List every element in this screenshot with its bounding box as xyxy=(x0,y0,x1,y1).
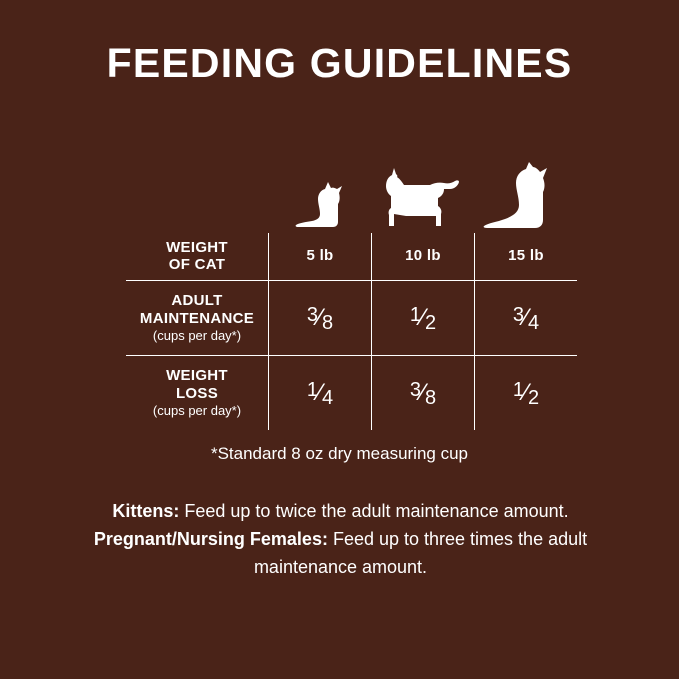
feeding-notes xyxy=(88,498,593,582)
row-label-line1: WEIGHT xyxy=(166,367,228,385)
header-weight-of-cat xyxy=(126,233,269,281)
fraction-slash: ⁄ xyxy=(420,379,425,406)
measuring-cup-footnote: *Standard 8 oz dry measuring cup xyxy=(210,444,469,463)
header-weight-line2: OF CAT xyxy=(168,255,226,273)
kittens-text: Feed up to twice the adult maintenance amount. xyxy=(179,501,569,521)
page-title: FEEDING GUIDELINES xyxy=(106,40,573,86)
table-header-row xyxy=(126,233,577,281)
cell-adult-5lb xyxy=(269,281,372,356)
row-label-adult-maintenance xyxy=(126,281,269,356)
fraction-denominator: 2 xyxy=(528,387,540,409)
fraction-slash: ⁄ xyxy=(523,304,528,331)
cell-weightloss-5lb xyxy=(269,356,372,431)
cat-silhouettes xyxy=(264,160,574,228)
cell-weightloss-15lb xyxy=(475,356,578,431)
fraction-denominator: 8 xyxy=(322,312,334,334)
feeding-table-wrapper xyxy=(126,233,566,430)
fraction-value xyxy=(512,379,540,409)
pregnant-text: Feed up to three times the adult maintenance amount. xyxy=(253,528,588,577)
cat-large-silhouette xyxy=(478,162,568,228)
fraction-slash: ⁄ xyxy=(420,304,425,331)
fraction-denominator: 4 xyxy=(528,312,540,334)
header-weight-15lb: 15 lb xyxy=(475,233,578,281)
table-row-adult-maintenance xyxy=(126,281,577,356)
pregnant-label: Pregnant/Nursing Females: xyxy=(93,528,328,549)
kittens-label: Kittens: xyxy=(112,501,180,521)
row-sublabel: (cups per day*) xyxy=(152,402,242,418)
cell-weightloss-10lb xyxy=(372,356,475,431)
fraction-value xyxy=(409,379,437,409)
fraction-numerator: 3 xyxy=(512,304,524,326)
row-label-line2: LOSS xyxy=(175,384,219,402)
cat-small-silhouette xyxy=(286,182,366,228)
fraction-denominator: 8 xyxy=(425,387,437,409)
fraction-denominator: 2 xyxy=(425,312,437,334)
fraction-denominator: 4 xyxy=(322,387,334,409)
fraction-slash: ⁄ xyxy=(317,379,322,406)
feeding-table xyxy=(126,233,577,430)
fraction-slash: ⁄ xyxy=(317,304,322,331)
fraction-value xyxy=(306,304,334,334)
header-weight-line1: WEIGHT xyxy=(166,239,228,256)
fraction-value xyxy=(409,304,437,334)
header-weight-5lb: 5 lb xyxy=(269,233,372,281)
fraction-numerator: 3 xyxy=(306,304,318,326)
row-label-line2: MAINTENANCE xyxy=(139,309,255,327)
cell-adult-15lb xyxy=(475,281,578,356)
fraction-slash: ⁄ xyxy=(523,379,528,406)
header-weight-10lb: 10 lb xyxy=(372,233,475,281)
cat-medium-silhouette xyxy=(382,168,462,228)
fraction-value xyxy=(306,379,334,409)
row-label-weight-loss xyxy=(126,356,269,431)
fraction-numerator: 1 xyxy=(512,379,524,401)
kittens-note xyxy=(88,498,593,526)
fraction-value xyxy=(512,304,540,334)
pregnant-note xyxy=(94,529,587,577)
fraction-numerator: 3 xyxy=(409,379,421,401)
table-row-weight-loss xyxy=(126,356,577,431)
fraction-numerator: 1 xyxy=(409,304,421,326)
row-label-line1: ADULT xyxy=(171,292,223,310)
row-sublabel: (cups per day*) xyxy=(152,327,242,343)
cell-adult-10lb xyxy=(372,281,475,356)
fraction-numerator: 1 xyxy=(306,379,318,401)
